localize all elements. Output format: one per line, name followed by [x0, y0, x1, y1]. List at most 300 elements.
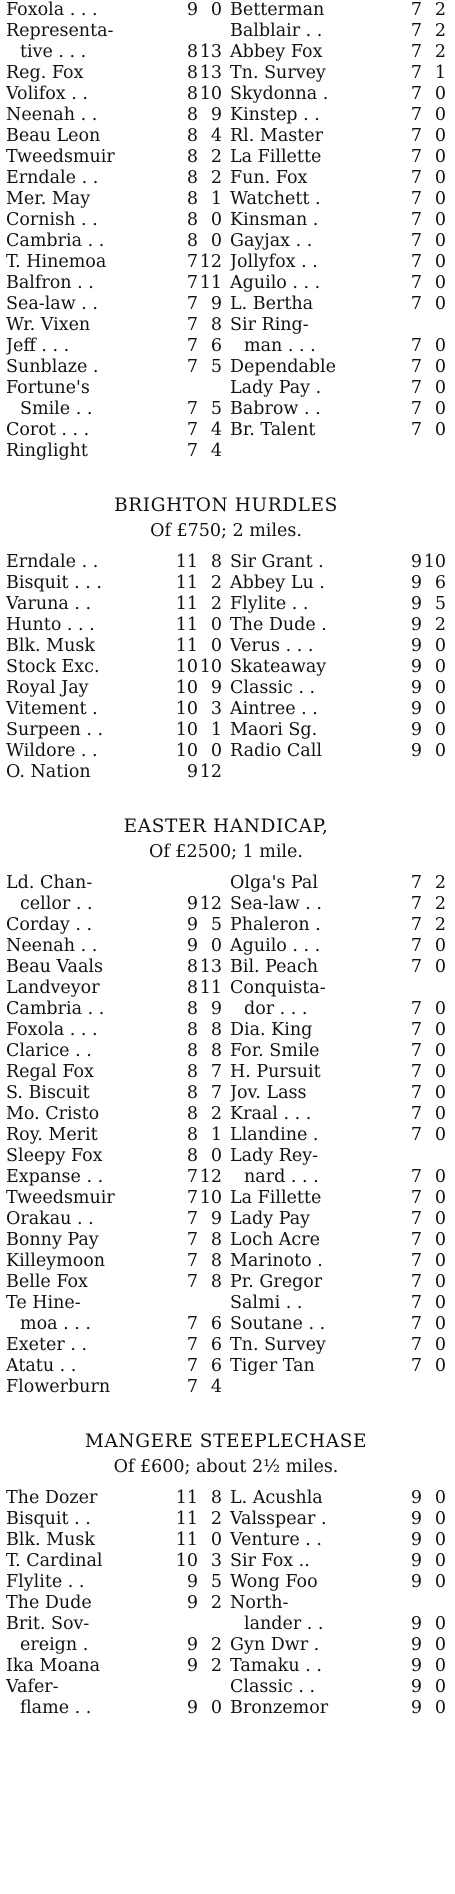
- weight-stone: 7: [186, 1272, 198, 1292]
- horse-name: Expanse . .: [6, 1167, 104, 1187]
- horse-entry-row: [6, 699, 222, 720]
- weight-stone: 8: [186, 1020, 198, 1040]
- weight-stone: 8: [186, 189, 198, 209]
- weight-pounds: 6: [210, 1314, 222, 1334]
- horse-entry-row: [6, 573, 222, 594]
- horse-entry-row: [6, 357, 222, 378]
- weight-stone: 11: [175, 615, 198, 635]
- weight-pounds: 0: [434, 252, 446, 272]
- horse-name: Kinsman .: [230, 210, 319, 230]
- horse-name: Stock Exc.: [6, 657, 100, 677]
- horse-entry-row: [6, 63, 222, 84]
- weight-stone: 7: [186, 1209, 198, 1229]
- horse-name: nard . . .: [244, 1167, 319, 1187]
- section-spacer: [6, 783, 446, 813]
- horse-entry-row: [6, 1635, 222, 1656]
- weight-pounds: 2: [210, 1104, 222, 1124]
- weight-pounds: 2: [210, 594, 222, 614]
- horse-entry-row: [230, 378, 446, 399]
- horse-entry-row: [230, 105, 446, 126]
- horse-entry-row: [6, 1188, 222, 1209]
- weight-stone: 8: [186, 978, 198, 998]
- horse-entry-row: [230, 1251, 446, 1272]
- horse-name: ereign .: [20, 1635, 89, 1655]
- race-title: BRIGHTON HURDLES: [114, 495, 338, 516]
- weight-pounds: 2: [210, 168, 222, 188]
- weight-stone: 7: [186, 1167, 198, 1187]
- horse-entry-row: [6, 294, 222, 315]
- horse-name: Smile . .: [20, 399, 93, 419]
- section-spacer: [6, 544, 446, 552]
- weight-pounds: 0: [434, 1293, 446, 1313]
- horse-entry-row: [230, 936, 446, 957]
- horse-entry-row: [230, 1167, 446, 1188]
- weight-pounds: 0: [434, 126, 446, 146]
- horse-entry-row: [6, 720, 222, 741]
- weight-pounds: 1: [434, 63, 446, 83]
- weight-pounds: 8: [210, 315, 222, 335]
- weight-stone: 7: [410, 273, 422, 293]
- horse-name: Brit. Sov-: [6, 1614, 90, 1634]
- weight-pounds: 0: [434, 636, 446, 656]
- weight-stone: 9: [410, 741, 422, 761]
- horse-entry-row: [6, 336, 222, 357]
- weight-pounds: 0: [434, 1356, 446, 1376]
- horse-entry-row: [6, 315, 222, 336]
- horse-entry-row: [230, 252, 446, 273]
- weight-pounds: 0: [210, 210, 222, 230]
- horse-entry-row: [230, 42, 446, 63]
- horse-entry-row: [6, 1488, 222, 1509]
- weight-pounds: 0: [210, 231, 222, 251]
- weight-stone: 7: [410, 1314, 422, 1334]
- horse-entry-row: [6, 1104, 222, 1125]
- horse-name: Aguilo . . .: [230, 273, 321, 293]
- weight-stone: 7: [410, 357, 422, 377]
- horse-entry-row: [6, 1698, 222, 1719]
- horse-name: Salmi . .: [230, 1293, 303, 1313]
- horse-entry-row: [6, 168, 222, 189]
- weight-pounds: 0: [434, 105, 446, 125]
- weight-pounds: 6: [210, 1335, 222, 1355]
- weight-pounds: 0: [434, 1209, 446, 1229]
- weight-stone: 7: [410, 63, 422, 83]
- horse-name: Abbey Lu .: [230, 573, 325, 593]
- horse-name: Balfron . .: [6, 273, 94, 293]
- horse-name: Volifox . .: [6, 84, 88, 104]
- weight-pounds: 1: [210, 189, 222, 209]
- horse-name: Conquista-: [230, 978, 326, 998]
- horse-entry-row: [230, 1020, 446, 1041]
- horse-entry-row: [6, 1509, 222, 1530]
- weight-pounds: 0: [434, 1251, 446, 1271]
- horse-entry-row: [6, 615, 222, 636]
- horse-name: Dia. King: [230, 1020, 313, 1040]
- weight-stone: 9: [410, 1656, 422, 1676]
- horse-name: Fun. Fox: [230, 168, 308, 188]
- horse-entry-row: [230, 615, 446, 636]
- horse-entry-row: [6, 1530, 222, 1551]
- horse-entry-row: [6, 957, 222, 978]
- weight-stone: 7: [186, 1335, 198, 1355]
- weight-pounds: 0: [434, 399, 446, 419]
- horse-name: Mer. May: [6, 189, 91, 209]
- horse-name: Cambria . .: [6, 999, 105, 1019]
- weight-stone: 7: [410, 1230, 422, 1250]
- weight-stone: 9: [186, 1656, 198, 1676]
- horse-name: Sunblaze .: [6, 357, 99, 377]
- race-title: MANGERE STEEPLECHASE: [84, 1431, 368, 1452]
- weight-pounds: 11: [199, 978, 222, 998]
- horse-name: La Fillette: [230, 147, 322, 167]
- horse-entry-row: [6, 873, 222, 894]
- weight-stone: 7: [410, 42, 422, 62]
- weight-pounds: 3: [210, 699, 222, 719]
- horse-name: Landveyor: [6, 978, 100, 998]
- weight-stone: 7: [410, 1041, 422, 1061]
- weight-pounds: 0: [434, 336, 446, 356]
- horse-name: Neenah . .: [6, 105, 98, 125]
- weight-pounds: 10: [423, 552, 446, 572]
- horse-entry-row: [230, 1488, 446, 1509]
- horse-entry-row: [230, 294, 446, 315]
- horse-entry-row: [6, 42, 222, 63]
- weight-stone: 8: [186, 168, 198, 188]
- weight-stone: 7: [410, 210, 422, 230]
- horse-name: Abbey Fox: [230, 42, 323, 62]
- weight-pounds: 0: [434, 699, 446, 719]
- horse-name: Tweedsmuir: [6, 147, 115, 167]
- horse-name: Tiger Tan: [230, 1356, 315, 1376]
- horse-name: Marinoto .: [230, 1251, 323, 1271]
- weight-pounds: 5: [210, 915, 222, 935]
- weight-pounds: 8: [210, 1041, 222, 1061]
- horse-name: Tn. Survey: [230, 63, 326, 83]
- left-column: [6, 552, 222, 783]
- horse-entry-row: [230, 315, 446, 336]
- horse-entry-row: [230, 210, 446, 231]
- horse-name: Kraal . . .: [230, 1104, 312, 1124]
- horse-entry-row: [230, 147, 446, 168]
- weight-stone: 8: [186, 957, 198, 977]
- weight-pounds: 2: [434, 0, 446, 20]
- horse-name: The Dude .: [230, 615, 327, 635]
- weight-stone: 7: [186, 1314, 198, 1334]
- horse-entry-row: [6, 657, 222, 678]
- weight-pounds: 0: [210, 1698, 222, 1718]
- race-title: EASTER HANDICAP,: [123, 816, 329, 837]
- weight-pounds: 7: [210, 1062, 222, 1082]
- weight-pounds: 0: [434, 1230, 446, 1250]
- weight-stone: 9: [410, 573, 422, 593]
- horse-name: O. Nation: [6, 762, 91, 782]
- weight-stone: 11: [175, 1488, 198, 1508]
- horse-name: Atatu . .: [6, 1356, 77, 1376]
- weight-pounds: 0: [434, 147, 446, 167]
- horse-name: Corday . .: [6, 915, 93, 935]
- horse-name: Lady Pay .: [230, 378, 322, 398]
- horse-name: Maori Sg.: [230, 720, 318, 740]
- horse-entry-row: [6, 1335, 222, 1356]
- weight-pounds: 0: [210, 936, 222, 956]
- horse-name: Gyn Dwr .: [230, 1635, 320, 1655]
- horse-entry-row: [230, 1698, 446, 1719]
- weight-stone: 9: [410, 1488, 422, 1508]
- weight-stone: 11: [175, 1530, 198, 1550]
- horse-entry-row: [230, 1083, 446, 1104]
- horse-name: North-: [230, 1593, 289, 1613]
- horse-entry-row: [230, 1530, 446, 1551]
- horse-entry-row: [230, 168, 446, 189]
- weight-pounds: 0: [210, 0, 222, 20]
- horse-name: Regal Fox: [6, 1062, 94, 1082]
- weight-stone: 8: [186, 126, 198, 146]
- horse-name: Vitement .: [6, 699, 98, 719]
- weight-pounds: 0: [434, 84, 446, 104]
- horse-name: Rl. Master: [230, 126, 323, 146]
- horse-name: Tn. Survey: [230, 1335, 326, 1355]
- weight-pounds: 13: [199, 42, 222, 62]
- weight-stone: 8: [186, 84, 198, 104]
- horse-entry-row: [230, 126, 446, 147]
- horse-name: Aguilo . . .: [230, 936, 321, 956]
- horse-name: Bisquit . .: [6, 1509, 91, 1529]
- horse-name: Tamaku . .: [230, 1656, 322, 1676]
- weight-stone: 8: [186, 1041, 198, 1061]
- horse-entry-row: [230, 1293, 446, 1314]
- weight-pounds: 0: [434, 1125, 446, 1145]
- weight-pounds: 5: [434, 594, 446, 614]
- weight-stone: 9: [410, 1551, 422, 1571]
- horse-name: Bronzemor: [230, 1698, 329, 1718]
- weight-stone: 7: [410, 1104, 422, 1124]
- horse-name: Erndale . .: [6, 552, 99, 572]
- weight-stone: 7: [186, 1377, 198, 1397]
- horse-name: Cornish . .: [6, 210, 98, 230]
- weight-stone: 9: [186, 1698, 198, 1718]
- weight-stone: 9: [186, 1635, 198, 1655]
- horse-name: Corot . . .: [6, 420, 90, 440]
- horse-entry-row: [6, 741, 222, 762]
- horse-entry-row: [6, 21, 222, 42]
- horse-name: lander . .: [244, 1614, 324, 1634]
- right-column: [230, 1488, 446, 1719]
- weight-pounds: 0: [434, 189, 446, 209]
- weight-pounds: 12: [199, 894, 222, 914]
- horse-entry-row: [230, 957, 446, 978]
- weight-stone: 8: [186, 1104, 198, 1124]
- horse-entry-row: [6, 1272, 222, 1293]
- weight-pounds: 9: [210, 999, 222, 1019]
- horse-name: T. Cardinal: [6, 1551, 103, 1571]
- horse-entry-row: [230, 336, 446, 357]
- weight-pounds: 0: [434, 657, 446, 677]
- weight-stone: 9: [186, 762, 198, 782]
- horse-name: Exeter . .: [6, 1335, 88, 1355]
- weight-stone: 8: [186, 1062, 198, 1082]
- horse-entry-row: [230, 699, 446, 720]
- horse-name: Roy. Merit: [6, 1125, 98, 1145]
- horse-name: dor . . .: [244, 999, 308, 1019]
- horse-entry-row: [230, 978, 446, 999]
- horse-entry-row: [6, 1356, 222, 1377]
- weight-pounds: 8: [210, 1020, 222, 1040]
- weight-stone: 7: [186, 252, 198, 272]
- weight-pounds: 0: [434, 1272, 446, 1292]
- horse-name: Kinstep . .: [230, 105, 320, 125]
- horse-name: Jeff . . .: [6, 336, 70, 356]
- race-entries: [6, 552, 446, 783]
- horse-name: Sleepy Fox: [6, 1146, 103, 1166]
- horse-name: Foxola . . .: [6, 1020, 98, 1040]
- weight-stone: 7: [410, 168, 422, 188]
- weight-pounds: 0: [434, 273, 446, 293]
- weight-stone: 7: [410, 1209, 422, 1229]
- horse-name: Venture . .: [230, 1530, 322, 1550]
- horse-name: Jov. Lass: [230, 1083, 307, 1103]
- weight-stone: 11: [175, 573, 198, 593]
- horse-entry-row: [6, 1041, 222, 1062]
- weight-stone: 9: [186, 915, 198, 935]
- weight-pounds: 0: [434, 1041, 446, 1061]
- horse-entry-row: [230, 399, 446, 420]
- weight-pounds: 12: [199, 1167, 222, 1187]
- horse-name: Olga's Pal: [230, 873, 318, 893]
- horse-entry-row: [6, 441, 222, 462]
- weight-stone: 8: [186, 42, 198, 62]
- horse-name: Bil. Peach: [230, 957, 319, 977]
- horse-name: Killeymoon: [6, 1251, 106, 1271]
- horse-name: Valsspear .: [230, 1509, 327, 1529]
- horse-name: Beau Leon: [6, 126, 101, 146]
- horse-name: Ika Moana: [6, 1656, 101, 1676]
- horse-name: Lady Pay: [230, 1209, 311, 1229]
- horse-entry-row: [6, 1020, 222, 1041]
- horse-entry-row: [230, 915, 446, 936]
- horse-name: Aintree . .: [230, 699, 318, 719]
- horse-entry-row: [6, 105, 222, 126]
- weight-stone: 9: [410, 1530, 422, 1550]
- horse-name: The Dozer: [6, 1488, 98, 1508]
- horse-entry-row: [6, 552, 222, 573]
- weight-pounds: 4: [210, 126, 222, 146]
- weight-pounds: 2: [434, 21, 446, 41]
- weight-stone: 7: [410, 126, 422, 146]
- weight-pounds: 0: [434, 720, 446, 740]
- horse-name: Royal Jay: [6, 678, 89, 698]
- horse-name: Bisquit . . .: [6, 573, 102, 593]
- horse-entry-row: [6, 1293, 222, 1314]
- horse-entry-row: [230, 1356, 446, 1377]
- weight-pounds: 0: [434, 678, 446, 698]
- weight-pounds: 0: [434, 1167, 446, 1187]
- weight-stone: 7: [410, 894, 422, 914]
- horse-entry-row: [6, 999, 222, 1020]
- horse-name: Flowerburn: [6, 1377, 111, 1397]
- weight-stone: 11: [175, 594, 198, 614]
- horse-name: Surpeen . .: [6, 720, 104, 740]
- weight-stone: 7: [410, 84, 422, 104]
- horse-name: Belle Fox: [6, 1272, 88, 1292]
- weight-stone: 7: [186, 357, 198, 377]
- horse-entry-row: [230, 720, 446, 741]
- weight-pounds: 2: [210, 147, 222, 167]
- weight-pounds: 0: [434, 1551, 446, 1571]
- horse-name: La Fillette: [230, 1188, 322, 1208]
- weight-stone: 9: [410, 699, 422, 719]
- horse-name: T. Hinemoa: [6, 252, 107, 272]
- horse-name: Flylite . .: [6, 1572, 85, 1592]
- weight-stone: 7: [410, 21, 422, 41]
- weight-stone: 9: [186, 1572, 198, 1592]
- horse-entry-row: [230, 420, 446, 441]
- horse-entry-row: [230, 1593, 446, 1614]
- horse-entry-row: [6, 252, 222, 273]
- left-column: [6, 0, 222, 462]
- horse-entry-row: [230, 1335, 446, 1356]
- horse-entry-row: [230, 1272, 446, 1293]
- horse-name: Pr. Gregor: [230, 1272, 323, 1292]
- weight-stone: 9: [410, 678, 422, 698]
- weight-stone: 7: [410, 1335, 422, 1355]
- horse-entry-row: [6, 1593, 222, 1614]
- weight-pounds: 0: [434, 210, 446, 230]
- weight-pounds: 13: [199, 63, 222, 83]
- weight-stone: 11: [175, 1509, 198, 1529]
- weight-stone: 9: [186, 894, 198, 914]
- weight-pounds: 0: [434, 1020, 446, 1040]
- horse-name: flame . .: [20, 1698, 92, 1718]
- horse-name: tive . . .: [20, 42, 87, 62]
- weight-stone: 9: [410, 636, 422, 656]
- weight-pounds: 2: [210, 1656, 222, 1676]
- horse-entry-row: [6, 1062, 222, 1083]
- horse-name: Sir Grant .: [230, 552, 324, 572]
- horse-entry-row: [230, 741, 446, 762]
- horse-entry-row: [6, 420, 222, 441]
- weight-pounds: 10: [199, 1188, 222, 1208]
- weight-stone: 11: [175, 552, 198, 572]
- weight-stone: 8: [186, 1083, 198, 1103]
- horse-entry-row: [6, 1614, 222, 1635]
- weight-stone: 9: [186, 0, 198, 20]
- weight-stone: 10: [175, 1551, 198, 1571]
- weight-pounds: 0: [434, 1509, 446, 1529]
- horse-entry-row: [230, 1104, 446, 1125]
- weight-stone: 7: [410, 252, 422, 272]
- horse-entry-row: [6, 147, 222, 168]
- weight-pounds: 9: [210, 1209, 222, 1229]
- weight-stone: 8: [186, 147, 198, 167]
- weight-pounds: 0: [434, 378, 446, 398]
- horse-entry-row: [230, 1041, 446, 1062]
- weight-pounds: 6: [210, 1356, 222, 1376]
- weight-pounds: 0: [434, 1656, 446, 1676]
- horse-name: cellor . .: [20, 894, 93, 914]
- weight-pounds: 0: [434, 957, 446, 977]
- horse-entry-row: [6, 399, 222, 420]
- horse-entry-row: [230, 1635, 446, 1656]
- horse-name: Mo. Cristo: [6, 1104, 100, 1124]
- weight-stone: 7: [186, 441, 198, 461]
- race-conditions: Of £600; about 2½ miles.: [113, 1457, 339, 1477]
- weight-stone: 7: [186, 336, 198, 356]
- weight-stone: 9: [186, 1593, 198, 1613]
- weight-stone: 10: [175, 720, 198, 740]
- weight-stone: 7: [410, 420, 422, 440]
- weight-pounds: 8: [210, 552, 222, 572]
- weight-pounds: 0: [210, 1146, 222, 1166]
